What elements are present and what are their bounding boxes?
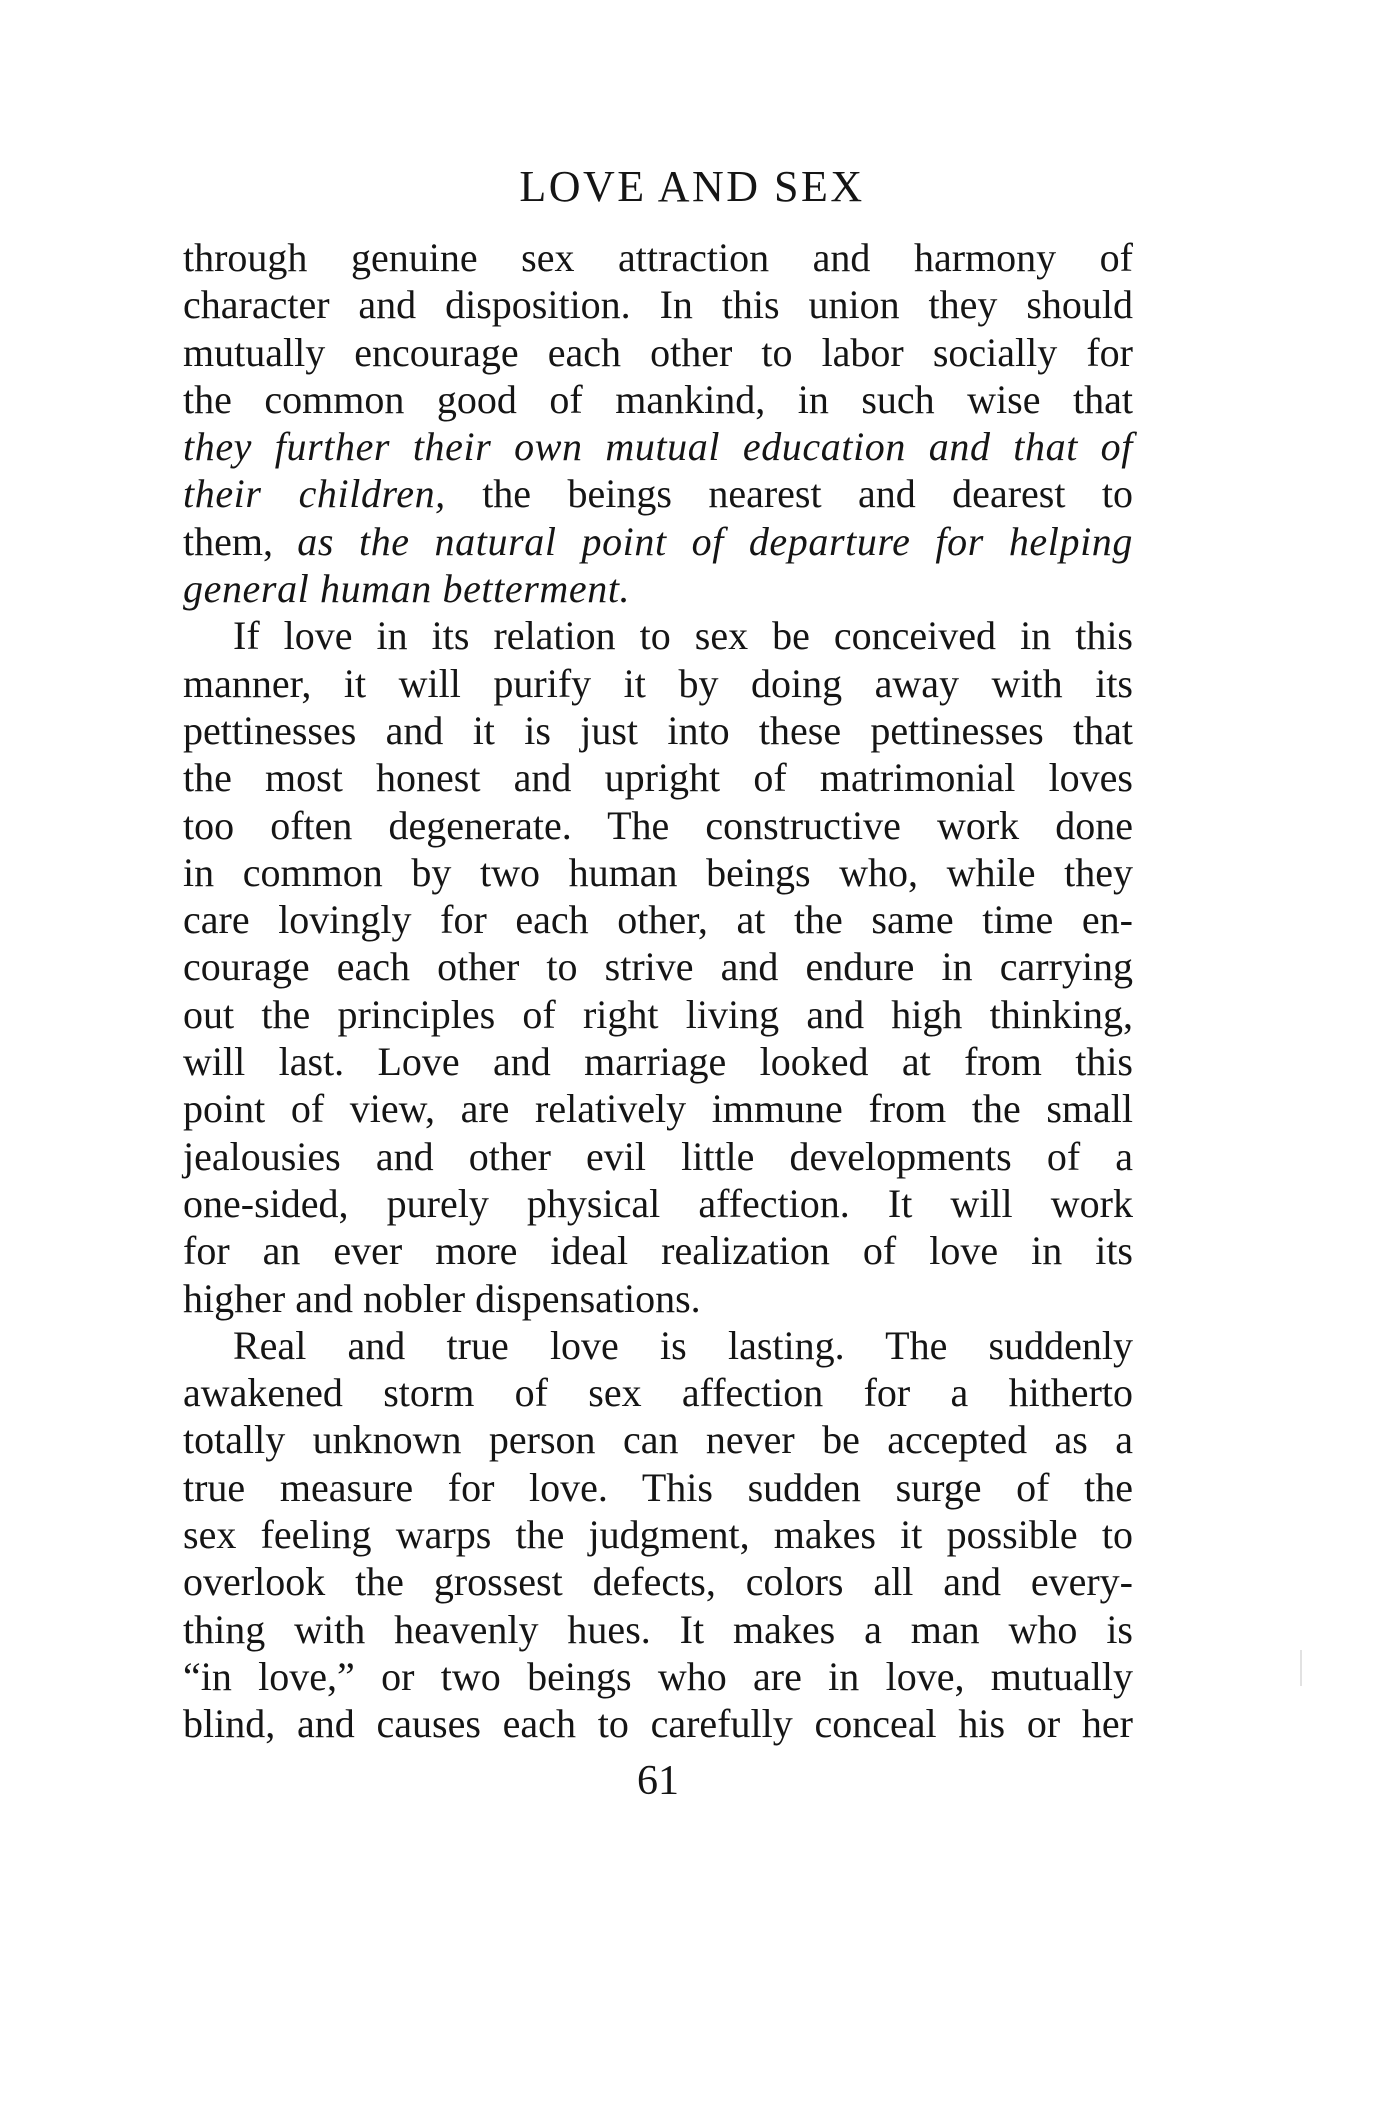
text-line — [183, 802, 1133, 849]
paragraph — [183, 1322, 1133, 1748]
italic-segment: as the natural point of departure for helping — [297, 518, 1133, 564]
text-line — [183, 565, 1133, 612]
text-segment: the common good of mankind, in such wise that — [183, 376, 1133, 422]
text-line — [183, 849, 1133, 896]
text-segment: through genuine sex attraction and harmony of — [183, 235, 1133, 280]
text-line — [183, 707, 1133, 754]
italic-segment: general human betterment. — [183, 566, 631, 612]
text-segment: higher and nobler dispensations. — [183, 1275, 701, 1321]
text-segment: one-sided, purely physical affection. It will work — [183, 1180, 1133, 1226]
text-line — [183, 234, 1133, 281]
text-line — [183, 754, 1133, 801]
text-segment: If love in its relation to sex be conceived in this — [233, 613, 1133, 659]
text-line — [183, 281, 1133, 328]
text-segment: Real and true love is lasting. The suddenly — [233, 1322, 1133, 1368]
body-text — [183, 234, 1133, 1748]
text-segment: the beings nearest and dearest to — [445, 471, 1133, 517]
text-line — [183, 1369, 1133, 1416]
text-line — [183, 1558, 1133, 1605]
text-segment: the most honest and upright of matrimonial loves — [183, 755, 1133, 801]
text-line — [183, 1416, 1133, 1463]
text-line — [183, 1038, 1133, 1085]
text-segment: them, — [183, 518, 298, 564]
text-line — [183, 470, 1133, 517]
text-segment: blind, and causes each to carefully conceal his or her — [183, 1701, 1133, 1747]
text-line — [183, 660, 1133, 707]
text-line — [183, 1511, 1133, 1558]
text-segment: “in love,” or two beings who are in love, mutually — [183, 1653, 1133, 1699]
text-segment: will last. Love and marriage looked at from this — [183, 1039, 1133, 1085]
running-head: LOVE AND SEX — [519, 162, 865, 211]
text-segment: mutually encourage each other to labor socially for — [183, 329, 1133, 375]
text-line — [183, 1180, 1133, 1227]
text-line — [183, 612, 1133, 659]
text-segment: pettinesses and it is just into these pettinesses that — [183, 707, 1133, 753]
italic-segment: their children, — [183, 471, 446, 517]
text-line — [183, 329, 1133, 376]
text-line — [183, 1700, 1133, 1747]
text-line — [183, 1133, 1133, 1180]
text-segment: for an ever more ideal realization of love in its — [183, 1228, 1133, 1274]
text-line — [183, 1653, 1133, 1700]
text-segment: out the principles of right living and high thinking, — [183, 991, 1133, 1037]
text-line — [183, 1464, 1133, 1511]
text-segment: point of view, are relatively immune from the small — [183, 1086, 1133, 1132]
italic-segment: they further their own mutual education and that of — [183, 424, 1133, 470]
text-segment: overlook the grossest defects, colors all and every- — [183, 1559, 1133, 1605]
text-segment: care lovingly for each other, at the same time en- — [183, 897, 1133, 943]
text-line — [183, 1275, 1133, 1322]
text-line — [183, 1085, 1133, 1132]
text-line — [183, 1227, 1133, 1274]
text-segment: thing with heavenly hues. It makes a man who is — [183, 1606, 1133, 1652]
scan-margin-mark — [1300, 1650, 1302, 1686]
text-segment: jealousies and other evil little developments of a — [183, 1133, 1133, 1179]
text-line — [183, 991, 1133, 1038]
text-segment: true measure for love. This sudden surge of the — [183, 1464, 1133, 1510]
text-segment: character and disposition. In this union they should — [183, 282, 1133, 328]
text-line — [183, 1606, 1133, 1653]
text-line — [183, 1322, 1133, 1369]
page-number: 61 — [637, 1758, 679, 1804]
text-line — [183, 896, 1133, 943]
text-segment: sex feeling warps the judgment, makes it possible to — [183, 1512, 1133, 1558]
text-line — [183, 943, 1133, 990]
paragraph — [183, 612, 1133, 1321]
text-segment: totally unknown person can never be accepted as a — [183, 1417, 1133, 1463]
text-line — [183, 376, 1133, 423]
text-segment: in common by two human beings who, while they — [183, 849, 1133, 895]
text-segment: awakened storm of sex affection for a hitherto — [183, 1370, 1133, 1416]
text-segment: courage each other to strive and endure in carrying — [183, 944, 1133, 990]
text-segment: too often degenerate. The constructive work done — [183, 802, 1133, 848]
text-line — [183, 518, 1133, 565]
paragraph — [183, 234, 1133, 612]
text-segment: manner, it will purify it by doing away with its — [183, 660, 1133, 706]
text-line — [183, 423, 1133, 470]
